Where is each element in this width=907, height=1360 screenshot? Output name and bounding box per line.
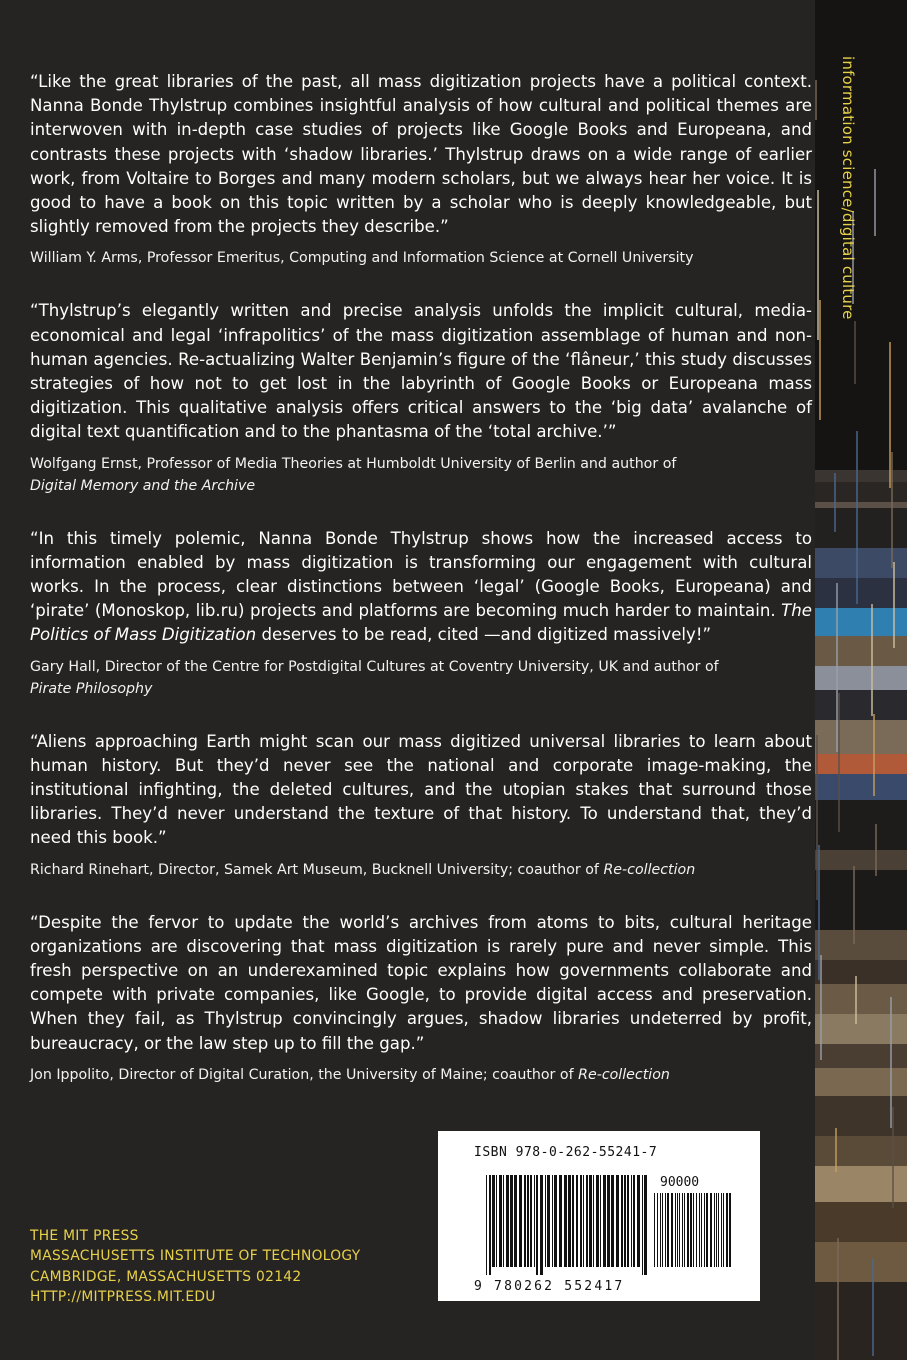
barcode-bar (667, 1193, 669, 1267)
stripe-band (815, 960, 907, 984)
stripe-band (815, 800, 907, 850)
barcode-bar (654, 1193, 655, 1267)
endorsement-ippolito (30, 911, 812, 1086)
barcode-bar (600, 1175, 601, 1267)
endorsement-ernst (30, 299, 812, 496)
barcode-bar (726, 1193, 728, 1267)
stripe-streak (856, 431, 858, 604)
publisher-imprint (30, 1226, 360, 1307)
barcode-bar (675, 1193, 676, 1267)
decorative-light-stripe (815, 0, 907, 1360)
barcode-bar (682, 1193, 683, 1267)
barcode-bar (499, 1175, 502, 1267)
barcode-bar (576, 1175, 578, 1267)
barcode-bar (721, 1193, 722, 1267)
barcode-bar (642, 1175, 643, 1275)
barcode-bar (729, 1193, 731, 1267)
barcode-bar (701, 1193, 702, 1267)
stripe-streak (891, 452, 893, 568)
stripe-band (815, 508, 907, 548)
barcode-bar (564, 1175, 567, 1267)
barcode-bar (506, 1175, 509, 1267)
barcode-bar (583, 1175, 584, 1267)
barcode-bar (706, 1193, 708, 1267)
barcode-bar (699, 1193, 700, 1267)
barcode-bar (486, 1175, 487, 1275)
barcode-bar (607, 1175, 610, 1267)
endorsement-arms (30, 70, 812, 269)
stripe-streak (873, 714, 875, 796)
attribution-text: Gary Hall, Director of the Centre for Postdigital Cultures at Coventry University, UK and author of (30, 658, 719, 675)
quote-book-title: The Politics of Mass Digitization (30, 601, 812, 645)
barcode-bar (621, 1175, 623, 1267)
barcode-bar (552, 1175, 553, 1267)
stripe-streak (820, 955, 822, 1060)
barcode-bar (693, 1193, 694, 1267)
endorsement-attribution (30, 453, 812, 497)
barcode-bar (524, 1175, 526, 1267)
stripe-band (815, 984, 907, 1014)
barcode-bar (589, 1175, 592, 1267)
barcode-bar (677, 1193, 678, 1267)
stripe-streak (838, 693, 840, 832)
endorsement-quote: “Aliens approaching Earth might scan our mass digitized universal libraries to learn about human history. But they’d never see the national and corporate image-making, the institutional infighting, the deleted cultures, and the utopian stakes that surround those libraries. They’d never understand the texture of that history. To understand that, they’d need this book.” (30, 731, 812, 848)
stripe-streak (819, 300, 821, 420)
barcode-bar (660, 1193, 661, 1267)
barcode-bar (679, 1193, 680, 1267)
publisher-url[interactable]: HTTP://MITPRESS.MIT.EDU (30, 1288, 216, 1305)
stripe-streak (837, 1238, 839, 1360)
endorsement-quote: “Despite the fervor to update the world’s archives from atoms to bits, cultural heritage organizations are discovering that mass digitization is rarely pure and never simple. This fresh perspective on an underexamined topic explains how governments collaborate and compete with private companies, like Google, to provide digital access and preservation. When they fail, as Thylstrup convincingly argues, shadow libraries undeterred by profit, bureaucracy, or the law step up to fill the gap.” (30, 912, 812, 1053)
barcode-bar (704, 1193, 705, 1267)
endorsement-attribution (30, 656, 812, 700)
barcode-bar (489, 1175, 491, 1275)
barcode-bar (503, 1175, 504, 1267)
stripe-streak (892, 1107, 894, 1208)
barcode-bar (496, 1175, 497, 1267)
barcode-bar (637, 1175, 640, 1267)
barcode-bar (534, 1175, 535, 1267)
barcode-bar (519, 1175, 522, 1267)
endorsement-attribution: William Y. Arms, Professor Emeritus, Computing and Information Science at Cornell University (30, 250, 694, 267)
endorsement-attribution (30, 1064, 812, 1086)
isbn-number: ISBN 978-0-262-55241-7 (474, 1145, 658, 1160)
subject-category-label: information science/digital culture (839, 56, 857, 320)
barcode-bar (593, 1175, 594, 1267)
barcode-bar (644, 1175, 647, 1275)
barcode-bar (611, 1175, 614, 1267)
stripe-band (815, 1014, 907, 1044)
barcode-bar (687, 1193, 689, 1267)
barcode-bar (580, 1175, 582, 1267)
quote-text-end: deserves to be read, cited —and digitized massively!” (256, 625, 712, 645)
barcode-bar (514, 1175, 517, 1267)
barcode-bar (627, 1175, 629, 1267)
barcode-bar (657, 1193, 658, 1267)
attribution-work-title: Pirate Philosophy (30, 680, 153, 697)
barcode-bar (723, 1193, 724, 1267)
endorsement-hall (30, 527, 812, 700)
barcode-bar (633, 1175, 635, 1267)
stripe-streak (835, 1128, 837, 1172)
barcode-bar (547, 1175, 550, 1267)
stripe-streak (893, 562, 895, 648)
stripe-band (815, 690, 907, 720)
endorsement-attribution (30, 859, 812, 881)
barcode-bar (530, 1175, 532, 1267)
stripe-streak (855, 976, 857, 1024)
barcode-bar (690, 1193, 692, 1267)
barcode-bar (696, 1193, 697, 1267)
endorsement-quote: “Like the great libraries of the past, all mass digitization projects have a political context. Nanna Bonde Thylstrup combines insightful analysis of how cultural and political themes are interwoven with in-depth case studies of projects like Google Books and Europeana, and contrasts these projects with ‘shadow libraries.’ Thylstrup draws on a wide range of earlier work, from Voltaire to Borges and many modern scholars, but we always hear her voice. It is good to have a book on this topic written by a scholar who is deeply knowledgeable, but slightly removed from the projects they describe.” (30, 72, 812, 237)
attribution-work-title: Digital Memory and the Archive (30, 477, 256, 494)
publisher-institution: MASSACHUSETTS INSTITUTE OF TECHNOLOGY (30, 1248, 361, 1265)
stripe-band (815, 850, 907, 870)
barcode-bar (616, 1175, 619, 1267)
stripe-band (815, 482, 907, 502)
barcode-bar (718, 1193, 719, 1267)
barcode-bar (624, 1175, 626, 1267)
stripe-band (815, 1202, 907, 1242)
barcode-bar (559, 1175, 562, 1267)
endorsement-quote (30, 527, 812, 648)
barcode-bar (545, 1175, 546, 1267)
stripe-streak (853, 866, 855, 944)
endorsement-quote: “Thylstrup’s elegantly written and precise analysis unfolds the implicit cultural, media-economical and legal ‘infrapolitics’ of the mass digitization assemblage of human and non-human agencies. Re-actualizing Walter Benjamin’s figure of the ‘flâneur,’ this study discusses strategies of how not to get lost in the labyrinth of Google Books or Europeana mass digitization. This qualitative analysis offers critical answers to the ‘big data’ avalanche of digital text quantification and to the phantasma of the ‘total archive.’” (30, 301, 812, 442)
stripe-band (815, 666, 907, 690)
stripe-band (815, 470, 907, 482)
barcode-bar (586, 1175, 588, 1267)
stripe-streak (872, 1259, 874, 1356)
stripe-streak (875, 824, 877, 876)
barcode-bar (714, 1193, 715, 1267)
stripe-band (815, 1242, 907, 1282)
stripe-band (815, 774, 907, 800)
barcode-bar (554, 1175, 557, 1267)
addon-barcode (654, 1193, 734, 1275)
barcode-bar (568, 1175, 571, 1267)
ean-digits: 9 780262 552417 (474, 1279, 625, 1294)
attribution-text: Richard Rinehart, Director, Samek Art Museum, Bucknell University; coauthor of (30, 861, 599, 878)
stripe-band (815, 1068, 907, 1096)
barcode-bar (662, 1193, 663, 1267)
barcode-bar (603, 1175, 606, 1267)
publisher-address: CAMBRIDGE, MASSACHUSETTS 02142 (30, 1268, 302, 1285)
stripe-streak (874, 169, 876, 236)
stripe-streak (815, 80, 817, 120)
attribution-text: Jon Ippolito, Director of Digital Curation, the University of Maine; coauthor of (30, 1066, 574, 1083)
endorsements (30, 70, 812, 1116)
stripe-band (815, 870, 907, 930)
barcode-bar (716, 1193, 717, 1267)
stripe-streak (834, 473, 836, 532)
attribution-work-title: Re-collection (603, 861, 696, 878)
stripe-band (815, 0, 907, 470)
quote-text: “In this timely polemic, Nanna Bonde Thylstrup shows how the increased access to information enabled by mass digitization is transforming our engagement with cultural works. In the process, clear distinctions between ‘legal’ (Google Books, Europeana) and ‘pirate’ (Monoskop, lib.ru) projects and platforms are becoming much harder to maintain. (30, 528, 812, 621)
barcode-bar (536, 1175, 538, 1275)
barcode-bar (510, 1175, 513, 1267)
barcode-bar (540, 1175, 543, 1275)
stripe-band (815, 1282, 907, 1360)
barcode-label (438, 1131, 760, 1301)
barcode-bar (492, 1175, 495, 1267)
barcode-bar (671, 1193, 673, 1267)
barcode-bar (684, 1193, 685, 1267)
barcode-bar (631, 1175, 632, 1267)
barcode-bar (596, 1175, 599, 1267)
endorsement-rinehart (30, 730, 812, 881)
attribution-work-title: Re-collection (578, 1066, 670, 1083)
stripe-streak (871, 604, 873, 716)
barcode-bar (665, 1193, 666, 1267)
stripe-band (815, 1044, 907, 1068)
barcode-bar (527, 1175, 529, 1267)
price-code: 90000 (660, 1175, 700, 1190)
stripe-band (815, 754, 907, 774)
barcode-bar (710, 1193, 712, 1267)
barcode-bar (572, 1175, 574, 1267)
stripe-band (815, 720, 907, 754)
publisher-name: THE MIT PRESS (30, 1228, 139, 1244)
ean-barcode (486, 1175, 648, 1275)
stripe-band (815, 930, 907, 960)
attribution-text: Wolfgang Ernst, Professor of Media Theories at Humboldt University of Berlin and author of (30, 455, 677, 472)
